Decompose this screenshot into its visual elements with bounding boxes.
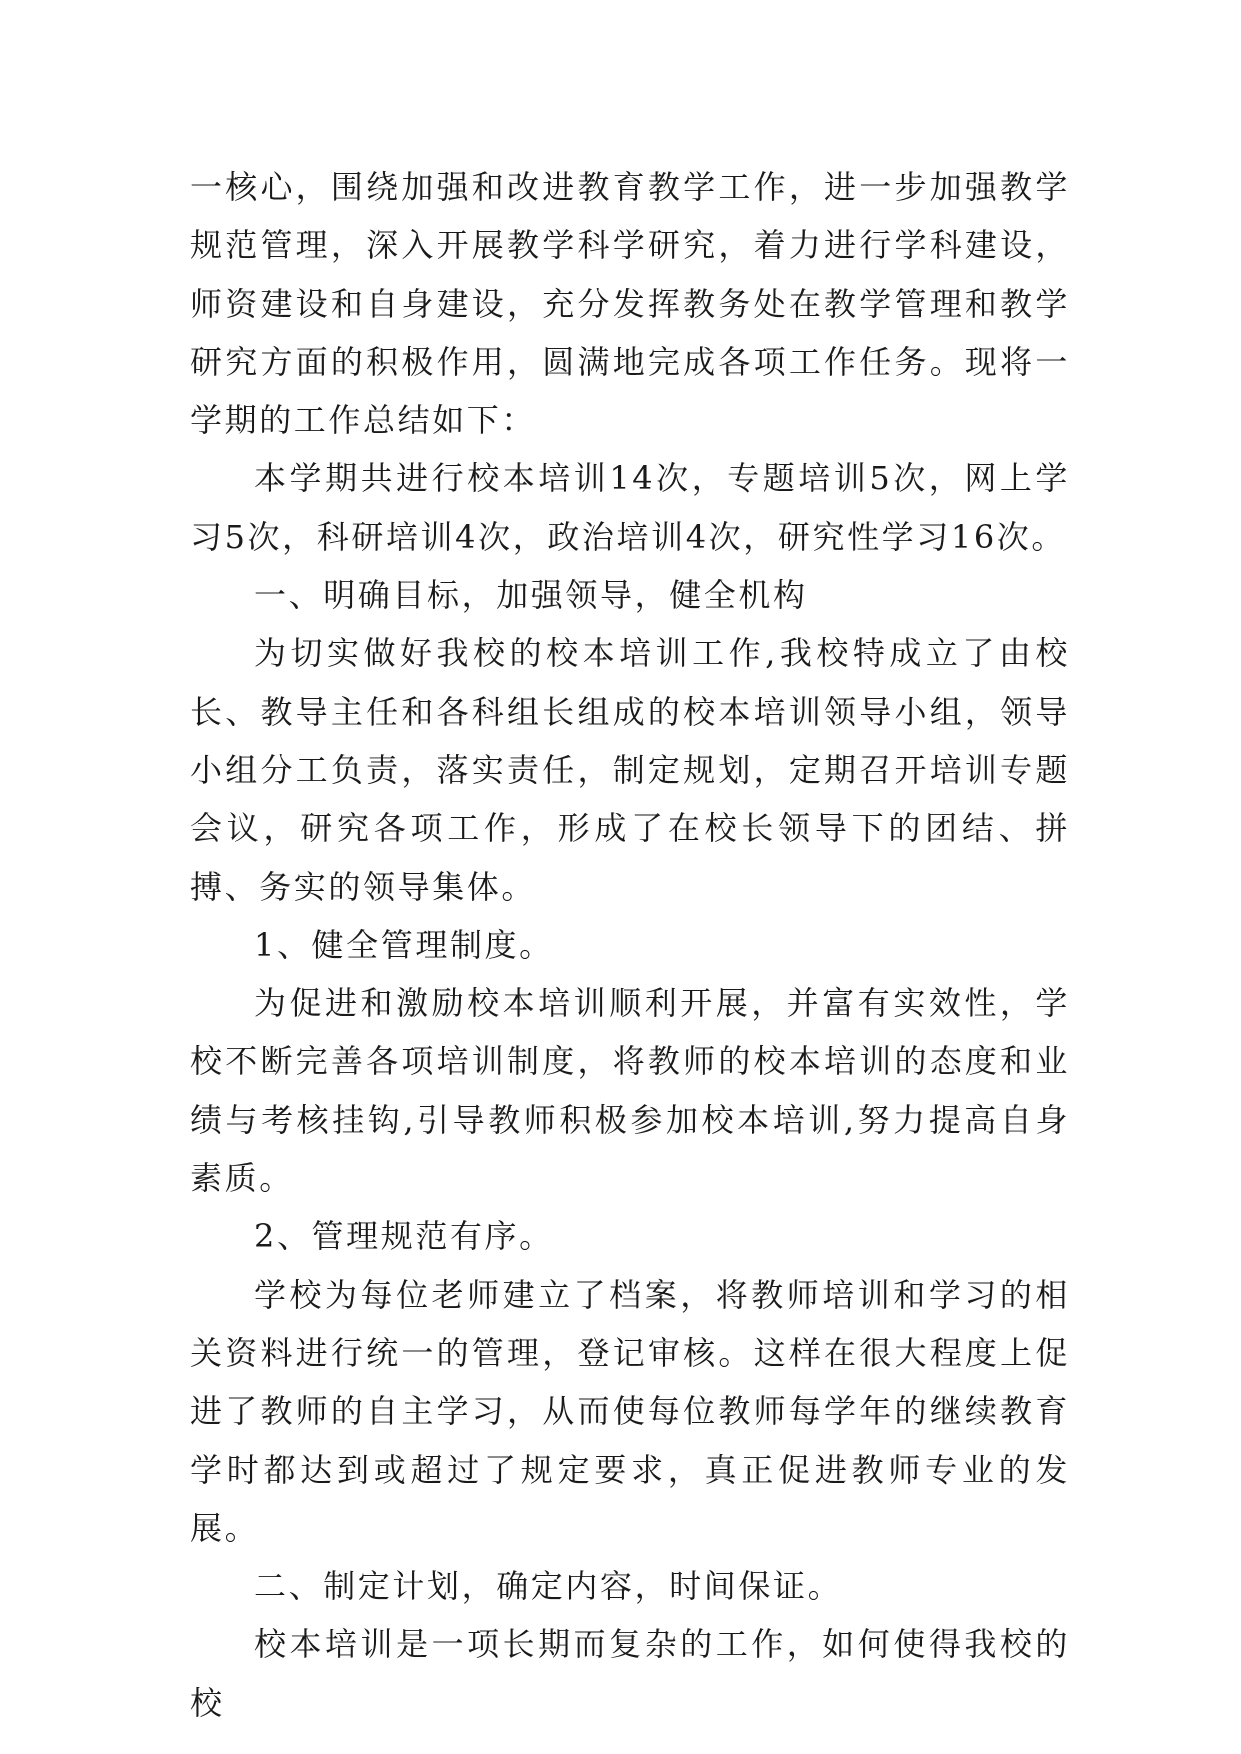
paragraph-management-system: 为促进和激励校本培训顺利开展，并富有实效性，学校不断完善各项培训制度，将教师的校本培训的态度和业绩与考核挂钩,引导教师积极参加校本培训,努力提高自身素质。 [190,984,1070,1198]
paragraph-plan: 校本培训是一项长期而复杂的工作，如何使得我校的校 [190,1625,1070,1722]
document-body [190,158,1070,1732]
paragraph-archives: 学校为每位老师建立了档案，将教师培训和学习的相关资料进行统一的管理，登记审核。这样在很大程度上促进了教师的自主学习，从而使每位教师每学年的继续教育学时都达到或超过了规定要求，真正促进教师专业的发展。 [190,1275,1070,1547]
paragraph-leadership: 为切实做好我校的校本培训工作,我校特成立了由校长、教导主任和各科组长组成的校本培训领导小组，领导小组分工负责，落实责任，制定规划，定期召开培训专题会议，研究各项工作，形成了在校长领导下的团结、拼搏、务实的领导集体。 [190,634,1070,906]
paragraph-training-stats: 本学期共进行校本培训14次，专题培训5次，网上学习5次，科研培训4次，政治培训4次，研究性学习16次。 [190,459,1070,556]
subheading-2: 2、管理规范有序。 [254,1217,554,1256]
paragraph-intro: 一核心，围绕加强和改进教育教学工作，进一步加强教学规范管理，深入开展教学科学研究，着力进行学科建设，师资建设和自身建设，充分发挥教务处在教学管理和教学研究方面的积极作用，圆满地完成各项工作任务。现将一学期的工作总结如下： [190,168,1070,440]
section-heading-2: 二、制定计划，确定内容，时间保证。 [254,1567,843,1606]
section-heading-1: 一、明确目标，加强领导，健全机构 [254,576,808,615]
subheading-1: 1、健全管理制度。 [254,925,554,964]
